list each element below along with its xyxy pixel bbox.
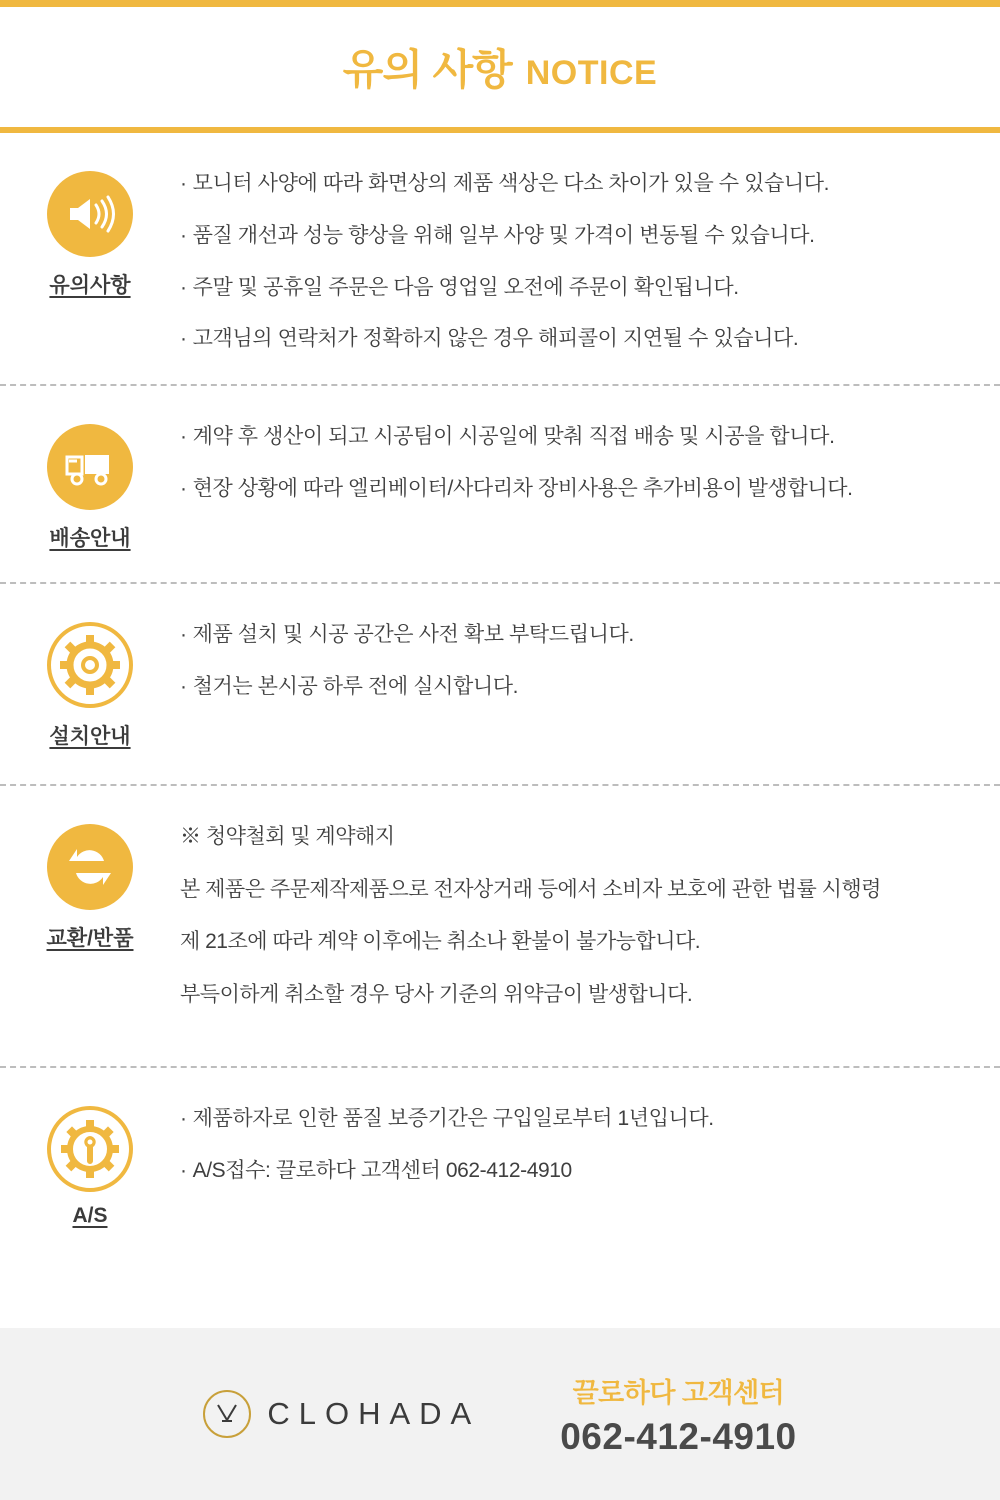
- paragraph-line: 본 제품은 주문제작제품으로 전자상거래 등에서 소비자 보호에 관한 법률 시행령: [180, 877, 881, 901]
- list-item: [180, 474, 960, 504]
- list-item: [180, 273, 960, 303]
- list-item: [180, 1156, 960, 1186]
- bullet-dot: ·: [180, 477, 187, 501]
- section-install-text: [180, 614, 1000, 702]
- page-title-kr: 유의 사항: [342, 46, 512, 93]
- section-as: [0, 1068, 1000, 1258]
- paragraph-line: ※ 청약철회 및 계약해지: [180, 825, 395, 849]
- paragraph-line: 제 21조에 따라 계약 이후에는 취소나 환불이 불가능합니다.: [180, 930, 701, 954]
- list-item-label: 품질 개선과 성능 향상을 위해 일부 사양 및 가격이 변동될 수 있습니다.: [192, 223, 815, 247]
- megaphone-icon: [47, 171, 133, 257]
- section-notice: [0, 133, 1000, 384]
- list-item-label: 모니터 사양에 따라 화면상의 제품 색상은 다소 차이가 있을 수 있습니다.: [192, 172, 830, 195]
- clohada-mark-icon: [203, 1390, 251, 1438]
- bullet-dot: ·: [180, 1107, 187, 1131]
- list-item: [180, 1104, 960, 1134]
- list-item-label: 주말 및 공휴일 주문은 다음 영업일 오전에 주문이 확인됩니다.: [192, 275, 739, 299]
- contact-number: 062-412-4910: [560, 1415, 797, 1457]
- contact-label: 끌로하다 고객센터: [572, 1377, 785, 1408]
- page-header: [0, 7, 1000, 127]
- section-exchange-label: 교환/반품: [46, 927, 134, 951]
- page-footer: [0, 1328, 1000, 1500]
- list-item-label: 철거는 본시공 하루 전에 실시합니다.: [192, 675, 519, 699]
- list-item: [180, 324, 960, 354]
- bullet-dot: ·: [180, 425, 187, 449]
- page-title: [343, 37, 657, 97]
- list-item-label: 고객님의 연락처가 정확하지 않은 경우 해피콜이 지연될 수 있습니다.: [192, 327, 799, 351]
- bullet-dot: ·: [180, 223, 187, 247]
- bullet-dot: ·: [180, 623, 187, 647]
- list-item: [180, 169, 960, 199]
- truck-icon: [47, 424, 133, 510]
- bullet-dot: ·: [180, 327, 187, 351]
- brand-name: CLOHADA: [267, 1396, 481, 1431]
- list-item-label: 제품 설치 및 시공 공간은 사전 확보 부탁드립니다.: [192, 623, 634, 647]
- section-exchange-icon-col: [0, 816, 180, 952]
- section-install-icon-col: [0, 614, 180, 750]
- section-notice-label: 유의사항: [49, 274, 131, 297]
- page-title-en: NOTICE: [525, 54, 658, 92]
- bullet-dot: ·: [180, 675, 187, 699]
- section-as-icon-col: [0, 1098, 180, 1228]
- section-notice-icon-col: [0, 163, 180, 299]
- section-exchange-text: [180, 816, 1000, 1010]
- contact-block: [560, 1371, 796, 1458]
- section-delivery-text: [180, 416, 1000, 504]
- bullet-dot: ·: [180, 1159, 187, 1183]
- section-as-label: A/S: [72, 1204, 108, 1228]
- list-item-label: A/S접수: 끌로하다 고객센터 062-412-4910: [192, 1159, 572, 1183]
- list-item: [180, 620, 960, 650]
- section-install: [0, 584, 1000, 784]
- gear-wrench-icon: [47, 1106, 133, 1192]
- list-item-label: 계약 후 생산이 되고 시공팀이 시공일에 맞춰 직접 배송 및 시공을 합니다.: [192, 425, 835, 449]
- section-notice-text: [180, 163, 1000, 354]
- section-delivery-icon-col: [0, 416, 180, 552]
- section-delivery-label: 배송안내: [49, 527, 131, 551]
- gear-icon: [47, 622, 133, 708]
- section-install-label: 설치안내: [49, 725, 131, 749]
- top-rule: [0, 0, 1000, 7]
- section-exchange: [0, 786, 1000, 1066]
- bullet-dot: ·: [180, 275, 187, 299]
- section-delivery: [0, 386, 1000, 582]
- bullet-dot: ·: [180, 172, 187, 195]
- list-item-label: 현장 상황에 따라 엘리베이터/사다리차 장비사용은 추가비용이 발생합니다.: [192, 477, 853, 501]
- section-as-text: [180, 1098, 1000, 1186]
- brand-logo: [203, 1390, 480, 1438]
- paragraph-line: 부득이하게 취소할 경우 당사 기준의 위약금이 발생합니다.: [180, 982, 693, 1006]
- list-item: [180, 221, 960, 251]
- list-item: [180, 672, 960, 702]
- list-item-label: 제품하자로 인한 품질 보증기간은 구입일로부터 1년입니다.: [192, 1107, 714, 1131]
- refresh-exchange-icon: [47, 824, 133, 910]
- list-item: [180, 422, 960, 452]
- notice-sections: [0, 133, 1000, 1258]
